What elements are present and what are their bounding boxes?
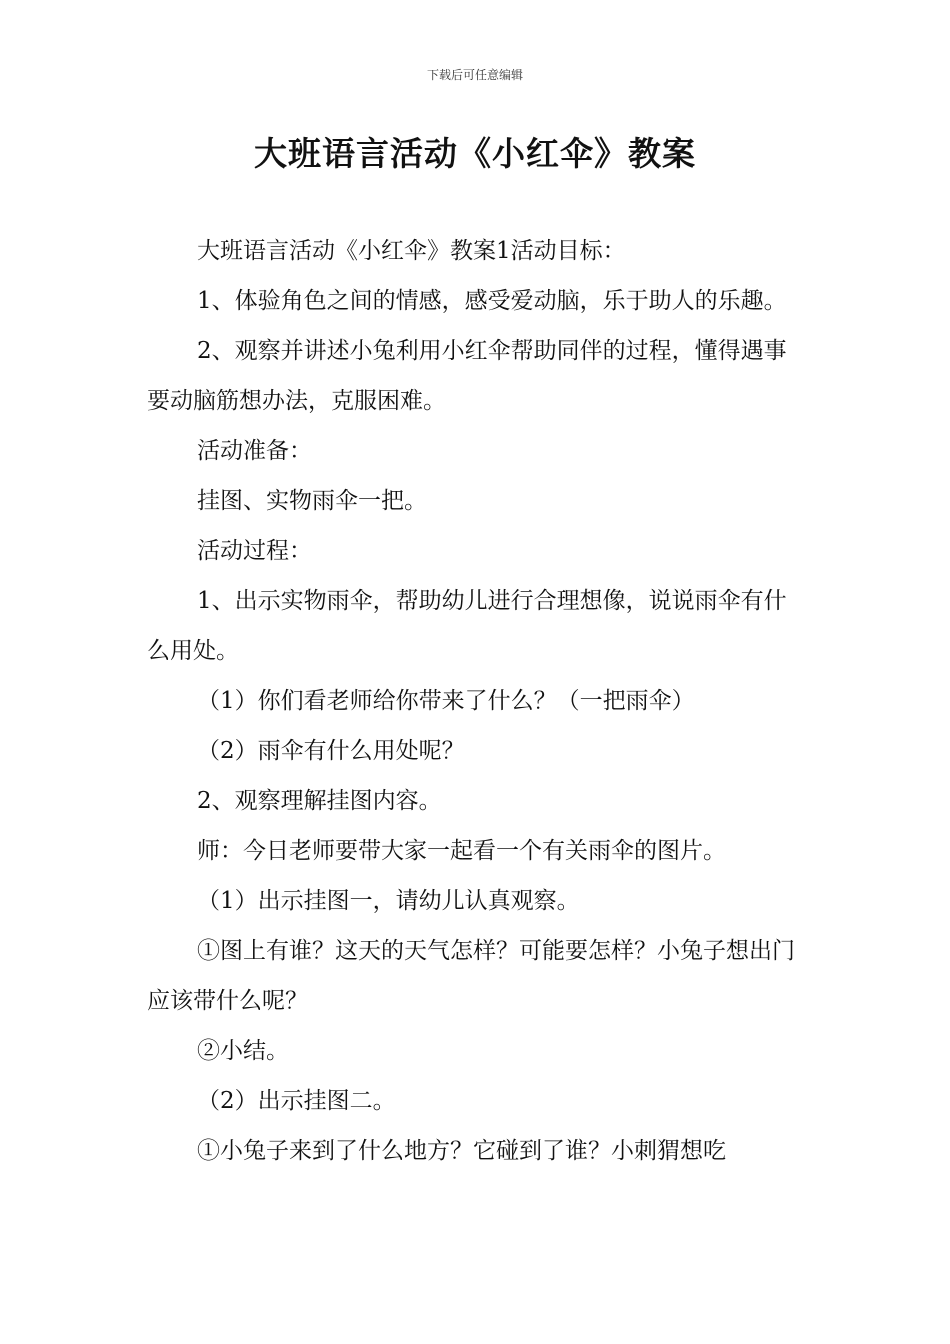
paragraph: （1）出示挂图一，请幼儿认真观察。 bbox=[197, 888, 580, 914]
paragraph: 2、观察理解挂图内容。 bbox=[197, 788, 442, 814]
paragraph: 大班语言活动《小红伞》教案1活动目标： bbox=[197, 238, 626, 264]
paragraph: 活动准备： bbox=[197, 438, 312, 464]
header-note: 下载后可任意编辑 bbox=[426, 68, 523, 82]
paragraph: （1）你们看老师给你带来了什么？（一把雨伞） bbox=[197, 688, 695, 714]
document-body bbox=[147, 226, 807, 1176]
paragraph: 1、出示实物雨伞，帮助幼儿进行合理想像，说说雨伞有什么用处。 bbox=[147, 588, 787, 664]
paragraph: ②小结。 bbox=[197, 1038, 289, 1064]
paragraph: （2）出示挂图二。 bbox=[197, 1088, 396, 1114]
paragraph: 2、观察并讲述小兔利用小红伞帮助同伴的过程，懂得遇事要动脑筋想办法，克服困难。 bbox=[147, 338, 787, 414]
paragraph: （2）雨伞有什么用处呢？ bbox=[197, 738, 465, 764]
paragraph: ①小兔子来到了什么地方？它碰到了谁？小刺猬想吃 bbox=[197, 1138, 726, 1164]
document-title: 大班语言活动《小红伞》教案 bbox=[254, 134, 696, 173]
paragraph: ①图上有谁？这天的天气怎样？可能要怎样？小兔子想出门应该带什么呢？ bbox=[147, 938, 795, 1014]
paragraph: 1、体验角色之间的情感，感受爱动脑，乐于助人的乐趣。 bbox=[197, 288, 787, 314]
paragraph: 师：今日老师要带大家一起看一个有关雨伞的图片。 bbox=[197, 838, 726, 864]
paragraph: 活动过程： bbox=[197, 538, 312, 564]
paragraph: 挂图、实物雨伞一把。 bbox=[197, 488, 427, 514]
